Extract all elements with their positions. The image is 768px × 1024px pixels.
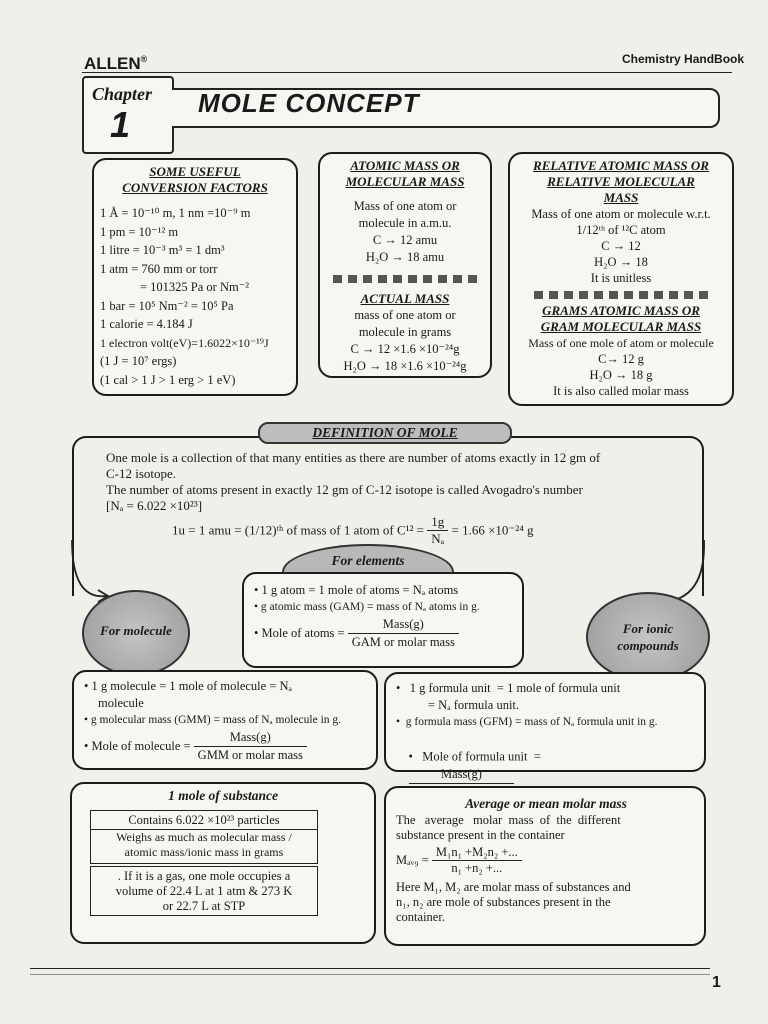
substance-box-2 bbox=[90, 830, 318, 864]
atomic-title-2: MOLECULAR MASS bbox=[345, 174, 465, 189]
substance-line-1: Contains 6.022 ×10²³ particles bbox=[128, 813, 280, 827]
atomic-line: molecule in a.m.u. bbox=[358, 216, 452, 230]
gram-line: Mass of one mole of atom or molecule bbox=[528, 336, 714, 350]
conversion-title-2: CONVERSION FACTORS bbox=[122, 180, 268, 195]
actual-mass-title: ACTUAL MASS bbox=[360, 291, 450, 306]
elements-num: Mass(g) bbox=[382, 617, 424, 631]
substance-line-2b: atomic mass/ionic mass in grams bbox=[124, 845, 284, 859]
relative-title-2: RELATIVE MOLECULAR bbox=[547, 174, 695, 189]
gram-title-2: GRAM MOLECULAR MASS bbox=[540, 319, 702, 334]
conversion-line: (1 cal > 1 J > 1 erg > 1 eV) bbox=[100, 372, 236, 387]
ionic-line-2: • g formula mass (GFM) = mass of Nₐ formula unit in g. bbox=[396, 716, 658, 728]
arrow-left bbox=[72, 540, 106, 596]
definition-p2: C-12 isotope. bbox=[106, 466, 177, 481]
atomic-title-1: ATOMIC MASS OR bbox=[350, 158, 460, 173]
relative-title-1: RELATIVE ATOMIC MASS OR bbox=[533, 158, 709, 173]
chapter-title: MOLE CONCEPT bbox=[198, 88, 420, 118]
molecule-line-3: • Mole of molecule = bbox=[84, 739, 191, 753]
molecule-line-1: • 1 g molecule = 1 mole of molecule = Nₐ bbox=[84, 679, 292, 693]
substance-line-3c: or 22.7 L at STP bbox=[162, 899, 246, 913]
actual-line: molecule in grams bbox=[358, 325, 452, 339]
conversion-line: (1 J = 10⁷ ergs) bbox=[100, 354, 177, 368]
conversion-line: 1 electron volt(eV)=1.6022×10⁻¹⁹J bbox=[100, 335, 269, 350]
elements-line-1: • 1 g atom = 1 mole of atoms = Nₐ atoms bbox=[254, 583, 459, 597]
molecule-bubble bbox=[82, 590, 190, 676]
ionic-bubble-line-2: compounds bbox=[617, 638, 679, 653]
elements-den: GAM or molar mass bbox=[348, 633, 459, 651]
relative-line: Mass of one atom or molecule w.r.t. bbox=[531, 207, 711, 221]
average-p4: n₁, n₂ are mole of substances present in the bbox=[396, 895, 611, 909]
molecule-line-1b: molecule bbox=[98, 696, 144, 710]
definition-title-text: DEFINITION OF MOLE bbox=[312, 425, 458, 440]
ionic-bubble-line-1: For ionic bbox=[622, 621, 674, 636]
relative-line: 1/12ᵗʰ of ¹²C atom bbox=[576, 223, 666, 237]
average-p1: The average molar mass of the different bbox=[396, 813, 621, 827]
conversion-line: 1 bar = 10⁵ Nm⁻² = 10⁵ Pa bbox=[100, 298, 234, 313]
conversion-title-1: SOME USEFUL bbox=[149, 164, 241, 179]
molecule-bubble-title: For molecule bbox=[100, 623, 172, 638]
amu-denominator: Nₐ bbox=[427, 530, 448, 547]
average-title: Average or mean molar mass bbox=[465, 796, 627, 811]
conversion-line: 1 atm = 760 mm or torr bbox=[100, 261, 218, 276]
conversion-line: 1 litre = 10⁻³ m³ = 1 dm³ bbox=[100, 243, 225, 257]
page-number: 1 bbox=[712, 974, 721, 991]
gram-line: C→ 12 g bbox=[598, 352, 644, 366]
substance-line-3b: volume of 22.4 L at 1 atm & 273 K bbox=[115, 884, 293, 898]
amu-right: = 1.66 ×10⁻²⁴ g bbox=[451, 522, 534, 538]
amu-numerator: 1g bbox=[431, 514, 445, 529]
actual-line: H₂O → 18 ×1.6 ×10⁻²⁴g bbox=[343, 359, 467, 373]
average-num: M₁n₁ +M₂n₂ +... bbox=[435, 845, 518, 859]
molecule-num: Mass(g) bbox=[229, 730, 271, 744]
ionic-bubble bbox=[586, 592, 710, 682]
elements-line-2: • g atomic mass (GAM) = mass of Nₐ atoms in g. bbox=[254, 601, 480, 613]
amu-left: 1u = 1 amu = (1/12)ᵗʰ of mass of 1 atom of C¹² = bbox=[172, 522, 425, 538]
actual-line: C → 12 ×1.6 ×10⁻²⁴g bbox=[350, 342, 460, 356]
gram-line: It is also called molar mass bbox=[553, 384, 689, 398]
footer-rule bbox=[30, 968, 710, 969]
arrow-right bbox=[662, 540, 704, 602]
elements-line-3: • Mole of atoms = bbox=[254, 626, 345, 640]
atomic-line: Mass of one atom or bbox=[353, 199, 457, 213]
average-p2: substance present in the container bbox=[396, 828, 565, 842]
gram-title-1: GRAMS ATOMIC MASS OR bbox=[542, 303, 700, 318]
substance-box-1 bbox=[90, 810, 318, 830]
molecule-line-2: • g molecular mass (GMM) = mass of Nₐ molecule in g. bbox=[84, 714, 342, 726]
ionic-num: Mass(g) bbox=[440, 766, 482, 781]
brand-name: ALLEN bbox=[84, 54, 141, 73]
average-p3: Here M₁, M₂ are molar mass of substances and bbox=[396, 880, 631, 894]
ionic-line-1: • 1 g formula unit = 1 mole of formula unit bbox=[396, 681, 621, 695]
footer-rule-2 bbox=[30, 974, 710, 975]
average-den: n₁ +n₂ +... bbox=[432, 860, 522, 876]
average-molar-box bbox=[384, 786, 706, 946]
elements-bubble-title: For elements bbox=[331, 553, 405, 568]
definition-p4: [Nₐ = 6.022 ×10²³] bbox=[106, 498, 203, 513]
chapter-number: 1 bbox=[110, 104, 131, 145]
relative-line: H₂O → 18 bbox=[594, 255, 648, 269]
atomic-line: C → 12 amu bbox=[372, 233, 438, 247]
average-mavg: Mₐᵥ₉ = bbox=[396, 853, 429, 867]
actual-line: mass of one atom or bbox=[354, 308, 456, 322]
substance-box-3 bbox=[90, 866, 318, 916]
relative-line: C → 12 bbox=[601, 239, 641, 253]
relative-line: It is unitless bbox=[590, 271, 652, 285]
handbook-title: Chemistry HandBook bbox=[622, 52, 745, 66]
definition-p3: The number of atoms present in exactly 12 gm of C-12 isotope is called Avogadro's number bbox=[106, 482, 583, 497]
substance-line-2a: Weighs as much as molecular mass / bbox=[116, 830, 292, 844]
average-p5: container. bbox=[396, 910, 445, 924]
conversion-line: 1 pm = 10⁻¹² m bbox=[100, 224, 179, 239]
ionic-box bbox=[384, 672, 706, 781]
substance-line-3a: . If it is a gas, one mole occupies a bbox=[117, 869, 291, 883]
gram-line: H₂O → 18 g bbox=[589, 368, 653, 382]
molecule-den: GMM or molar mass bbox=[194, 746, 307, 764]
relative-title-3: MASS bbox=[603, 190, 639, 205]
chapter-label: Chapter bbox=[92, 84, 153, 104]
ionic-line-1b: = Nₐ formula unit. bbox=[428, 698, 520, 712]
ionic-line-3: • Mole of formula unit = bbox=[408, 749, 541, 764]
conversion-line: 1 Å = 10⁻¹⁰ m, 1 nm =10⁻⁹ m bbox=[100, 206, 251, 220]
molecule-box bbox=[72, 670, 378, 770]
definition-p1: One mole is a collection of that many entities as there are number of atoms exactly in 12 gm of bbox=[106, 450, 601, 465]
conversion-line: 1 calorie = 4.184 J bbox=[100, 317, 193, 331]
brand-mark: ® bbox=[140, 54, 148, 64]
elements-box bbox=[242, 572, 524, 668]
atomic-line: H₂O → 18 amu bbox=[365, 250, 445, 264]
mole-substance-title: 1 mole of substance bbox=[168, 788, 278, 803]
conversion-line: = 101325 Pa or Nm⁻² bbox=[140, 280, 250, 294]
